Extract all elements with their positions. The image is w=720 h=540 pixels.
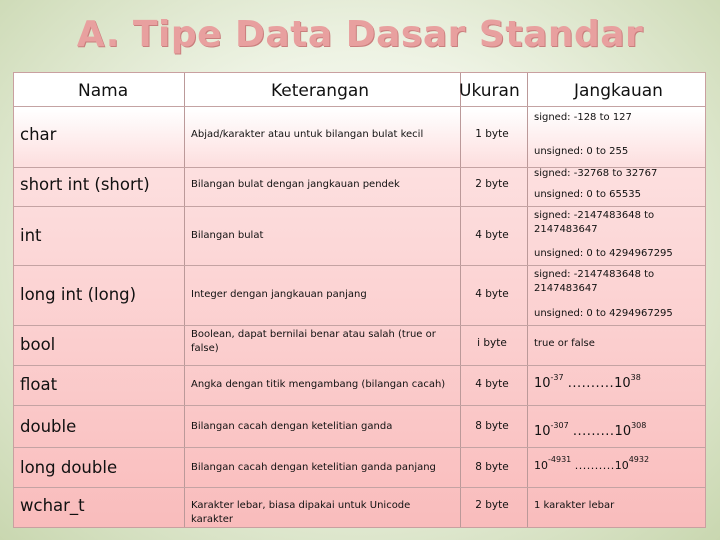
cell-keterangan: Integer dengan jangkauan panjang	[191, 289, 367, 300]
range-exponent: 308	[631, 421, 647, 430]
cell-keterangan: Boolean, dapat bernilai benar atau salah (true or false)	[191, 329, 436, 354]
row-divider	[14, 325, 705, 326]
row-divider	[14, 206, 705, 207]
range-base: 10	[534, 376, 551, 391]
row-divider	[14, 365, 705, 366]
cell-keterangan: Karakter lebar, biasa dipakai untuk Unicode karakter	[191, 500, 411, 525]
cell-ukuran: 4 byte	[475, 288, 509, 300]
row-divider	[14, 447, 705, 448]
range-base: 10	[614, 376, 631, 391]
cell-jangkauan-signed: signed: -32768 to 32767	[534, 168, 658, 179]
cell-jangkauan-range	[534, 423, 684, 441]
header-nama: Nama	[78, 81, 129, 101]
range-base: 10	[614, 459, 629, 472]
range-exponent: -307	[550, 421, 569, 430]
column-divider	[184, 73, 185, 527]
cell-keterangan: Bilangan bulat dengan jangkauan pendek	[191, 179, 400, 190]
range-base: 10	[534, 424, 551, 439]
row-divider	[14, 265, 705, 266]
cell-jangkauan-unsigned: unsigned: 0 to 4294967295	[534, 308, 673, 319]
column-divider	[460, 73, 461, 527]
range-exponent: -4931	[548, 455, 572, 464]
data-types-table	[13, 72, 706, 528]
cell-ukuran: 1 byte	[475, 128, 509, 140]
cell-nama: float	[20, 375, 58, 394]
cell-nama: long double	[20, 458, 118, 477]
cell-ukuran: 4 byte	[475, 378, 509, 390]
cell-keterangan: Angka dengan titik mengambang (bilangan cacah)	[191, 379, 446, 390]
row-divider	[14, 106, 705, 107]
column-divider	[527, 73, 528, 527]
range-dots: .........	[572, 424, 615, 439]
cell-nama: bool	[20, 335, 56, 354]
cell-nama: double	[20, 417, 77, 436]
cell-nama: wchar_t	[20, 496, 85, 515]
range-exponent: 38	[630, 373, 641, 382]
cell-jangkauan-range	[534, 375, 684, 393]
cell-jangkauan: true or false	[534, 338, 595, 349]
cell-jangkauan-unsigned: unsigned: 0 to 255	[534, 146, 629, 157]
row-divider	[14, 405, 705, 406]
cell-nama: char	[20, 125, 57, 144]
range-dots: ..........	[567, 376, 615, 391]
range-dots: ..........	[574, 459, 615, 472]
range-exponent: 4932	[628, 455, 650, 464]
cell-jangkauan: 1 karakter lebar	[534, 500, 615, 511]
header-ukuran: Ukuran	[459, 81, 520, 101]
range-exponent: -37	[550, 373, 564, 382]
cell-ukuran: 4 byte	[475, 229, 509, 241]
header-jangkauan: Jangkauan	[574, 81, 663, 101]
range-base: 10	[614, 424, 632, 439]
cell-keterangan: Bilangan cacah dengan ketelitian ganda panjang	[191, 462, 436, 473]
cell-ukuran: 2 byte	[475, 499, 509, 511]
cell-nama: long int (long)	[20, 285, 137, 304]
cell-ukuran: i byte	[477, 337, 507, 349]
header-keterangan: Keterangan	[271, 81, 370, 101]
cell-jangkauan-unsigned: unsigned: 0 to 65535	[534, 189, 641, 200]
cell-keterangan: Bilangan bulat	[191, 230, 264, 241]
cell-ukuran: 8 byte	[475, 461, 509, 473]
cell-ukuran: 2 byte	[475, 178, 509, 190]
row-divider	[14, 487, 705, 488]
cell-jangkauan-unsigned: unsigned: 0 to 4294967295	[534, 248, 673, 259]
cell-nama: short int (short)	[20, 175, 150, 194]
cell-jangkauan-signed: signed: -128 to 127	[534, 112, 632, 123]
cell-keterangan: Abjad/karakter atau untuk bilangan bulat kecil	[191, 129, 424, 140]
cell-ukuran: 8 byte	[475, 420, 509, 432]
range-base: 10	[534, 459, 548, 472]
page-title: A. Tipe Data Dasar Standar	[76, 14, 644, 55]
cell-keterangan: Bilangan cacah dengan ketelitian ganda	[191, 421, 393, 432]
cell-jangkauan-signed: signed: -2147483648 to 2147483647	[534, 269, 655, 294]
cell-nama: int	[20, 226, 42, 245]
cell-jangkauan-signed: signed: -2147483648 to 2147483647	[534, 210, 655, 235]
cell-jangkauan-range	[534, 455, 684, 474]
